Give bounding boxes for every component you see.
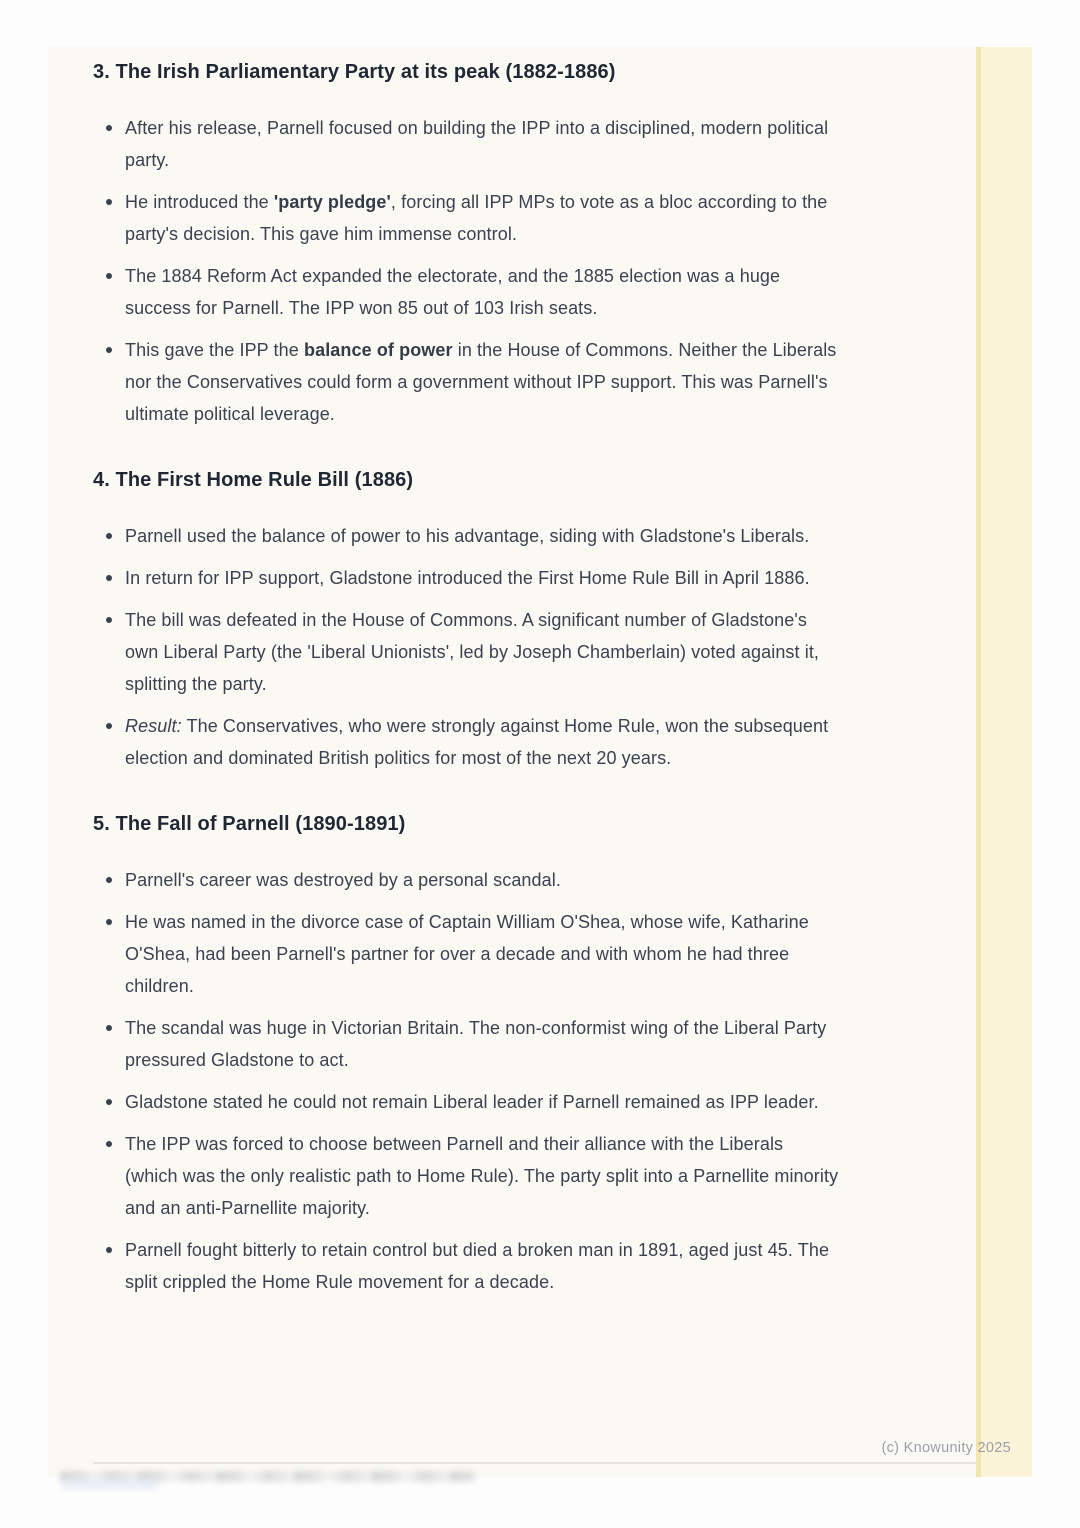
text-run: Gladstone stated he could not remain Liberal leader if Parnell remained as IPP leader. [125, 1092, 819, 1112]
bullet-item [93, 1012, 840, 1076]
bullet-item [93, 562, 840, 594]
bullet-item [93, 1086, 840, 1118]
bullet-item [93, 604, 840, 700]
text-run: , forcing all IPP MPs to vote as a bloc according to the party's decision. This gave him immense control. [125, 192, 828, 244]
text-run: The 1884 Reform Act expanded the electorate, and the 1885 election was a huge success for Parnell. The IPP won 85 out of 103 Irish seats. [125, 266, 781, 318]
text-run: Parnell fought bitterly to retain control but died a broken man in 1891, aged just 45. The split crippled the Home Rule movement for a decade. [125, 1240, 830, 1292]
section-divider [93, 1462, 976, 1464]
bullet-item [93, 906, 840, 1002]
page-edge-accent-strip [976, 47, 1032, 1477]
text-run: Parnell's career was destroyed by a personal scandal. [125, 870, 561, 890]
text-run: 'party pledge' [273, 192, 391, 212]
section-heading: 3. The Irish Parliamentary Party at its peak (1882-1886) [93, 61, 616, 83]
bullet-list [93, 112, 840, 430]
text-run: The bill was defeated in the House of Commons. A significant number of Gladstone's own Liberal Party (the 'Liberal Unionists', led by Joseph Chamberlain) voted against it, splitting the party. [125, 610, 820, 694]
text-run: This gave the IPP the [125, 340, 304, 360]
text-run: In return for IPP support, Gladstone introduced the First Home Rule Bill in April 1886. [125, 568, 810, 588]
bullet-item [93, 334, 840, 430]
text-run: The Conservatives, who were strongly against Home Rule, won the subsequent election and dominated British politics for most of the next 20 years. [125, 716, 829, 768]
text-run: The scandal was huge in Victorian Britain. The non-conformist wing of the Liberal Party pressured Gladstone to act. [125, 1018, 827, 1070]
bullet-item [93, 864, 840, 896]
bullet-item [93, 1234, 840, 1298]
section-heading: 4. The First Home Rule Bill (1886) [93, 469, 414, 491]
text-run: in the House of Commons. Neither the Liberals nor the Conservatives could form a government without IPP support. This was Parnell's ultimate political leverage. [125, 340, 837, 424]
bullet-item [93, 186, 840, 250]
text-run: He introduced the [125, 192, 274, 212]
bullet-item [93, 112, 840, 176]
text-run: Result: [125, 716, 182, 736]
text-run: balance of power [303, 340, 453, 360]
section-heading: 5. The Fall of Parnell (1890-1891) [93, 813, 406, 835]
text-run: He was named in the divorce case of Captain William O'Shea, whose wife, Katharine O'Shea, had been Parnell's partner for over a decade and with whom he had three children. [125, 912, 809, 996]
bullet-list [93, 520, 840, 774]
blurred-highlight-smudge [62, 1480, 157, 1488]
bullet-list [93, 864, 840, 1298]
text-run: Parnell used the balance of power to his advantage, siding with Gladstone's Liberals. [125, 526, 810, 546]
bullet-item [93, 710, 840, 774]
text-run: After his release, Parnell focused on building the IPP into a disciplined, modern political party. [125, 118, 829, 170]
bullet-item [93, 520, 840, 552]
bullet-item [93, 1128, 840, 1224]
document-content [93, 47, 840, 1298]
text-run: The IPP was forced to choose between Parnell and their alliance with the Liberals (which was the only realistic path to Home Rule). The party split into a Parnellite minority and an anti-Parnellite majority. [125, 1134, 839, 1218]
copyright-watermark: (c) Knowunity 2025 [881, 1440, 1011, 1456]
bullet-item [93, 260, 840, 324]
